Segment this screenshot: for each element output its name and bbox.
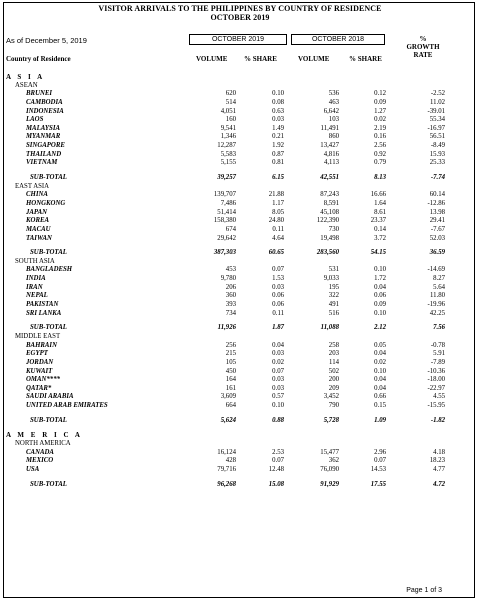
subtotal-row [0,324,480,333]
volume-2019-cell: 3,609 [220,393,236,401]
share-2018-cell: 14.53 [370,465,386,473]
volume-2019-cell: 164 [225,376,236,384]
volume-2019-cell: 387,303 [213,249,236,257]
share-2018-cell: 0.05 [374,341,386,349]
country-name: SUB-TOTAL [30,249,67,257]
volume-2019-cell: 674 [225,225,236,233]
share-2019-cell: 1.53 [272,275,284,283]
share-2019-cell: 0.03 [272,350,284,358]
region-heading [0,431,480,440]
share-2019-cell: 8.05 [272,208,284,216]
growth-rate-cell: -10.36 [427,367,445,375]
share-2019-cell: 0.03 [272,116,284,124]
table-row [0,235,480,244]
volume-2019-cell: 39,257 [217,174,236,182]
share-2018-cell: 0.14 [374,225,386,233]
share-2018-cell: 0.79 [374,159,386,167]
country-name: EGYPT [26,350,48,358]
share-2019-cell: 1.87 [272,324,284,332]
share-2019-cell: 1.92 [272,142,284,150]
volume-2019-cell: 5,155 [220,159,236,167]
growth-rate-cell: -7.74 [430,174,445,182]
country-name: VIETNAM [26,159,58,167]
as-of-date: As of December 5, 2019 [6,36,87,45]
subtotal-row [0,249,480,258]
country-name: BRUNEI [26,90,53,98]
table-row [0,90,480,99]
growth-rate-cell: -18.00 [427,376,445,384]
growth-rate-cell: -7.89 [430,358,445,366]
table-row [0,385,480,394]
subregion-name: EAST ASIA [15,182,50,190]
country-name: NEPAL [26,292,48,300]
table-row [0,108,480,117]
share-2018-cell: 0.92 [374,150,386,158]
share-2019-cell: 0.07 [272,457,284,465]
table-row [0,301,480,310]
volume-2019-cell: 514 [225,98,236,106]
country-name: SUB-TOTAL [30,416,67,424]
table-row [0,350,480,359]
table-row [0,217,480,226]
growth-rate-cell: 5.64 [433,283,445,291]
volume-2019-cell: 453 [225,266,236,274]
table-row [0,209,480,218]
share-2019-cell: 0.87 [272,150,284,158]
share-2018-cell: 2.19 [374,124,386,132]
share-2019-cell: 0.10 [272,402,284,410]
volume-2019-cell: 96,268 [217,480,236,488]
share-2019-cell: 2.53 [272,448,284,456]
share-2018-cell: 2.56 [374,142,386,150]
country-name: SINGAPORE [26,142,65,150]
volume-2018-cell: 258 [328,341,339,349]
volume-2018-cell: 195 [328,283,339,291]
volume-2019-cell: 29,642 [217,234,236,242]
country-name: SRI LANKA [26,309,62,317]
share-2018-cell: 0.09 [374,301,386,309]
volume-2018-header: VOLUME [298,55,330,63]
volume-2019-cell: 5,583 [220,150,236,158]
share-2018-cell: 3.72 [374,234,386,242]
table-row [0,226,480,235]
country-name: CHINA [26,191,48,199]
growth-rate-cell: -12.86 [427,199,445,207]
table-row [0,191,480,200]
growth-rate-cell: -22.97 [427,384,445,392]
volume-2018-cell: 6,642 [323,107,339,115]
volume-2018-cell: 91,929 [320,480,339,488]
country-column-header: Country of Residence [6,55,71,63]
volume-2018-cell: 122,390 [316,217,339,225]
country-name: JORDAN [26,358,54,366]
country-name: MEXICO [26,457,54,465]
share-2018-cell: 17.55 [370,480,386,488]
country-name: IRAN [26,283,43,291]
volume-2019-cell: 620 [225,90,236,98]
table-row [0,151,480,160]
region-heading [0,73,480,82]
volume-2018-cell: 11,088 [320,324,339,332]
volume-2018-cell: 203 [328,350,339,358]
share-2018-cell: 1.27 [374,107,386,115]
volume-2019-cell: 160 [225,116,236,124]
share-2019-cell: 0.81 [272,159,284,167]
volume-2018-cell: 516 [328,309,339,317]
country-name: MACAU [26,225,51,233]
growth-rate-cell: -2.52 [430,90,445,98]
share-2019-cell: 21.88 [268,191,284,199]
growth-rate-cell: 15.93 [429,150,445,158]
volume-2019-cell: 215 [225,350,236,358]
volume-2019-cell: 4,051 [220,107,236,115]
growth-rate-cell: 60.14 [429,191,445,199]
volume-2019-cell: 7,486 [220,199,236,207]
share-2018-cell: 1.09 [374,416,386,424]
share-2019-cell: 0.10 [272,90,284,98]
volume-2019-cell: 9,780 [220,275,236,283]
country-name: MALAYSIA [26,124,60,132]
volume-2018-cell: 860 [328,133,339,141]
subregion-name: ASEAN [15,81,38,89]
country-name: SUB-TOTAL [30,174,67,182]
table-row [0,159,480,168]
share-2018-cell: 0.04 [374,350,386,358]
growth-rate-cell: 4.55 [433,393,445,401]
share-2019-cell: 0.11 [272,309,284,317]
country-name: KOREA [26,217,50,225]
country-name: LAOS [26,116,44,124]
share-2019-header: % SHARE [244,55,277,63]
volume-2018-cell: 491 [328,301,339,309]
growth-rate-header [400,35,446,59]
volume-2018-cell: 283,560 [316,249,339,257]
volume-2019-cell: 664 [225,402,236,410]
volume-2019-cell: 734 [225,309,236,317]
growth-rate-cell: 29.41 [429,217,445,225]
share-2018-cell: 1.72 [374,275,386,283]
share-2018-cell: 2.96 [374,448,386,456]
growth-rate-cell: 11.02 [429,98,445,106]
volume-2018-cell: 200 [328,376,339,384]
growth-rate-cell: 5.91 [433,350,445,358]
country-name: BANGLADESH [26,266,73,274]
country-name: HONGKONG [26,199,66,207]
country-name: INDONESIA [26,107,64,115]
share-2018-cell: 2.12 [374,324,386,332]
report-subtitle: OCTOBER 2019 [210,13,270,22]
country-name: TAIWAN [26,234,52,242]
growth-rate-cell: 52.03 [429,234,445,242]
share-2018-cell: 0.02 [374,116,386,124]
subregion-name: MIDDLE EAST [15,332,61,340]
page-number: Page 1 of 3 [406,587,442,594]
growth-rate-cell: 55.34 [429,116,445,124]
share-2019-cell: 1.49 [272,124,284,132]
volume-2018-cell: 322 [328,292,339,300]
share-2019-cell: 0.06 [272,301,284,309]
subregion-heading [0,82,480,91]
volume-2019-cell: 79,716 [217,465,236,473]
share-2019-cell: 0.07 [272,367,284,375]
table-row [0,125,480,134]
volume-2019-cell: 5,624 [220,416,236,424]
volume-2019-cell: 9,541 [220,124,236,132]
share-2019-cell: 0.06 [272,292,284,300]
table-row [0,466,480,475]
subtotal-row [0,174,480,183]
share-2018-cell: 0.09 [374,98,386,106]
growth-rate-cell: -16.97 [427,124,445,132]
share-2018-cell: 0.04 [374,376,386,384]
country-name: SAUDI ARABIA [26,393,74,401]
subregion-name: NORTH AMERICA [15,439,71,447]
share-2019-cell: 15.08 [268,480,284,488]
growth-rate-cell: 4.77 [433,465,445,473]
share-2018-cell: 0.10 [374,266,386,274]
growth-rate-cell: -15.95 [427,402,445,410]
share-2018-cell: 0.10 [374,309,386,317]
growth-rate-cell: -1.82 [430,416,445,424]
share-2019-cell: 0.11 [272,225,284,233]
share-2018-cell: 0.15 [374,402,386,410]
subregion-heading [0,183,480,192]
share-2019-cell: 0.21 [272,133,284,141]
growth-rate-cell: -0.78 [430,341,445,349]
growth-rate-cell: -7.67 [430,225,445,233]
share-2019-cell: 0.03 [272,376,284,384]
country-name: JAPAN [26,208,48,216]
volume-2019-cell: 51,414 [217,208,236,216]
share-2018-cell: 0.07 [374,457,386,465]
period-2018-header: OCTOBER 2018 [291,34,385,45]
volume-2018-cell: 114 [329,358,339,366]
growth-rate-cell: 11.80 [429,292,445,300]
volume-2019-cell: 12,287 [217,142,236,150]
volume-2019-cell: 16,124 [217,448,236,456]
share-2018-cell: 8.61 [374,208,386,216]
volume-2019-cell: 139,707 [213,191,236,199]
volume-2018-cell: 76,090 [320,465,339,473]
subregion-heading [0,333,480,342]
subtotal-row [0,481,480,490]
share-2019-cell: 0.03 [272,384,284,392]
country-name: SUB-TOTAL [30,480,67,488]
table-row [0,368,480,377]
growth-rate-cell: -14.69 [427,266,445,274]
table-row [0,284,480,293]
share-2019-cell: 0.63 [272,107,284,115]
volume-2018-cell: 87,243 [320,191,339,199]
volume-2018-cell: 790 [328,402,339,410]
country-name: QATAR* [26,384,52,392]
share-2018-cell: 0.10 [374,367,386,375]
growth-rate-cell: 4.72 [433,480,445,488]
volume-2019-cell: 161 [225,384,236,392]
growth-rate-cell: 4.18 [433,448,445,456]
country-name: MYANMAR [26,133,61,141]
share-2018-cell: 0.16 [374,133,386,141]
volume-2018-cell: 15,477 [320,448,339,456]
volume-2018-cell: 19,498 [320,234,339,242]
share-2019-cell: 0.08 [272,98,284,106]
share-2019-cell: 6.15 [272,174,284,182]
subtotal-row [0,417,480,426]
growth-rate-cell: 8.27 [433,275,445,283]
table-row [0,359,480,368]
country-name: CAMBODIA [26,98,63,106]
table-row [0,133,480,142]
volume-2018-cell: 531 [328,266,339,274]
share-2018-cell: 0.02 [374,358,386,366]
share-2019-cell: 0.07 [272,266,284,274]
country-name: THAILAND [26,150,62,158]
share-2018-cell: 54.15 [370,249,386,257]
table-row [0,342,480,351]
share-2019-cell: 0.88 [272,416,284,424]
table-row [0,449,480,458]
table-row [0,116,480,125]
volume-2019-cell: 450 [225,367,236,375]
volume-2018-cell: 5,728 [323,416,339,424]
growth-header-line: GROWTH [406,43,440,51]
table-row [0,376,480,385]
volume-2019-cell: 393 [225,301,236,309]
arrivals-table [0,73,480,489]
table-row [0,402,480,411]
volume-2018-cell: 42,551 [320,174,339,182]
country-name: OMAN**** [26,376,60,384]
country-name: SUB-TOTAL [30,324,67,332]
volume-2018-cell: 13,427 [320,142,339,150]
table-row [0,200,480,209]
growth-rate-cell: 13.98 [429,208,445,216]
country-name: KUWAIT [26,367,53,375]
table-row [0,393,480,402]
share-2018-cell: 8.13 [374,174,386,182]
volume-2018-cell: 502 [328,367,339,375]
share-2018-cell: 0.06 [374,292,386,300]
volume-2019-cell: 206 [225,283,236,291]
share-2018-cell: 0.04 [374,384,386,392]
country-name: UNITED ARAB EMIRATES [26,402,108,410]
growth-rate-cell: 56.51 [429,133,445,141]
volume-2018-cell: 8,591 [323,199,339,207]
country-name: USA [26,465,40,473]
volume-2018-cell: 463 [328,98,339,106]
share-2018-cell: 0.66 [374,393,386,401]
volume-2018-cell: 536 [328,90,339,98]
volume-2019-cell: 428 [225,457,236,465]
share-2019-cell: 0.03 [272,283,284,291]
share-2018-header: % SHARE [349,55,382,63]
share-2019-cell: 4.64 [272,234,284,242]
report-title: VISITOR ARRIVALS TO THE PHILIPPINES BY COUNTRY OF RESIDENCE [98,4,382,13]
share-2018-cell: 23.37 [370,217,386,225]
share-2019-cell: 0.57 [272,393,284,401]
growth-header-line: % [419,35,427,43]
country-name: CANADA [26,448,54,456]
country-name: PAKISTAN [26,301,59,309]
growth-rate-cell: -8.49 [430,142,445,150]
region-name: A S I A [6,73,45,81]
volume-2019-cell: 11,926 [217,324,236,332]
share-2019-cell: 1.17 [272,199,284,207]
period-2019-header: OCTOBER 2019 [189,34,287,45]
subregion-heading [0,258,480,267]
growth-rate-cell: -19.96 [427,301,445,309]
share-2019-cell: 24.80 [268,217,284,225]
growth-rate-cell: -39.01 [427,107,445,115]
growth-rate-cell: 36.59 [429,249,445,257]
volume-2019-cell: 158,380 [213,217,236,225]
volume-2018-cell: 9,033 [323,275,339,283]
volume-2018-cell: 45,108 [320,208,339,216]
volume-2018-cell: 730 [328,225,339,233]
volume-2018-cell: 209 [328,384,339,392]
country-name: BAHRAIN [26,341,57,349]
volume-2019-cell: 105 [225,358,236,366]
table-row [0,292,480,301]
share-2019-cell: 0.02 [272,358,284,366]
volume-2018-cell: 11,491 [320,124,339,132]
volume-2019-header: VOLUME [196,55,228,63]
volume-2018-cell: 4,816 [323,150,339,158]
volume-2019-cell: 360 [225,292,236,300]
volume-2019-cell: 256 [225,341,236,349]
volume-2018-cell: 4,113 [323,159,339,167]
table-row [0,457,480,466]
growth-header-line: RATE [413,51,433,59]
share-2018-cell: 0.12 [374,90,386,98]
growth-rate-cell: 7.56 [433,324,445,332]
growth-rate-cell: 42.25 [429,309,445,317]
subregion-name: SOUTH ASIA [15,257,55,265]
growth-rate-cell: 25.33 [429,159,445,167]
table-row [0,275,480,284]
share-2019-cell: 60.65 [268,249,284,257]
volume-2018-cell: 3,452 [323,393,339,401]
subregion-heading [0,440,480,449]
share-2018-cell: 16.66 [370,191,386,199]
table-row [0,266,480,275]
country-name: INDIA [26,275,46,283]
table-row [0,310,480,319]
volume-2018-cell: 103 [328,116,339,124]
table-row [0,142,480,151]
share-2018-cell: 1.64 [374,199,386,207]
volume-2019-cell: 1,346 [220,133,236,141]
growth-rate-cell: 18.23 [429,457,445,465]
table-row [0,99,480,108]
share-2019-cell: 12.48 [268,465,284,473]
share-2018-cell: 0.04 [374,283,386,291]
region-name: A M E R I C A [6,431,83,440]
share-2019-cell: 0.04 [272,341,284,349]
volume-2018-cell: 362 [328,457,339,465]
